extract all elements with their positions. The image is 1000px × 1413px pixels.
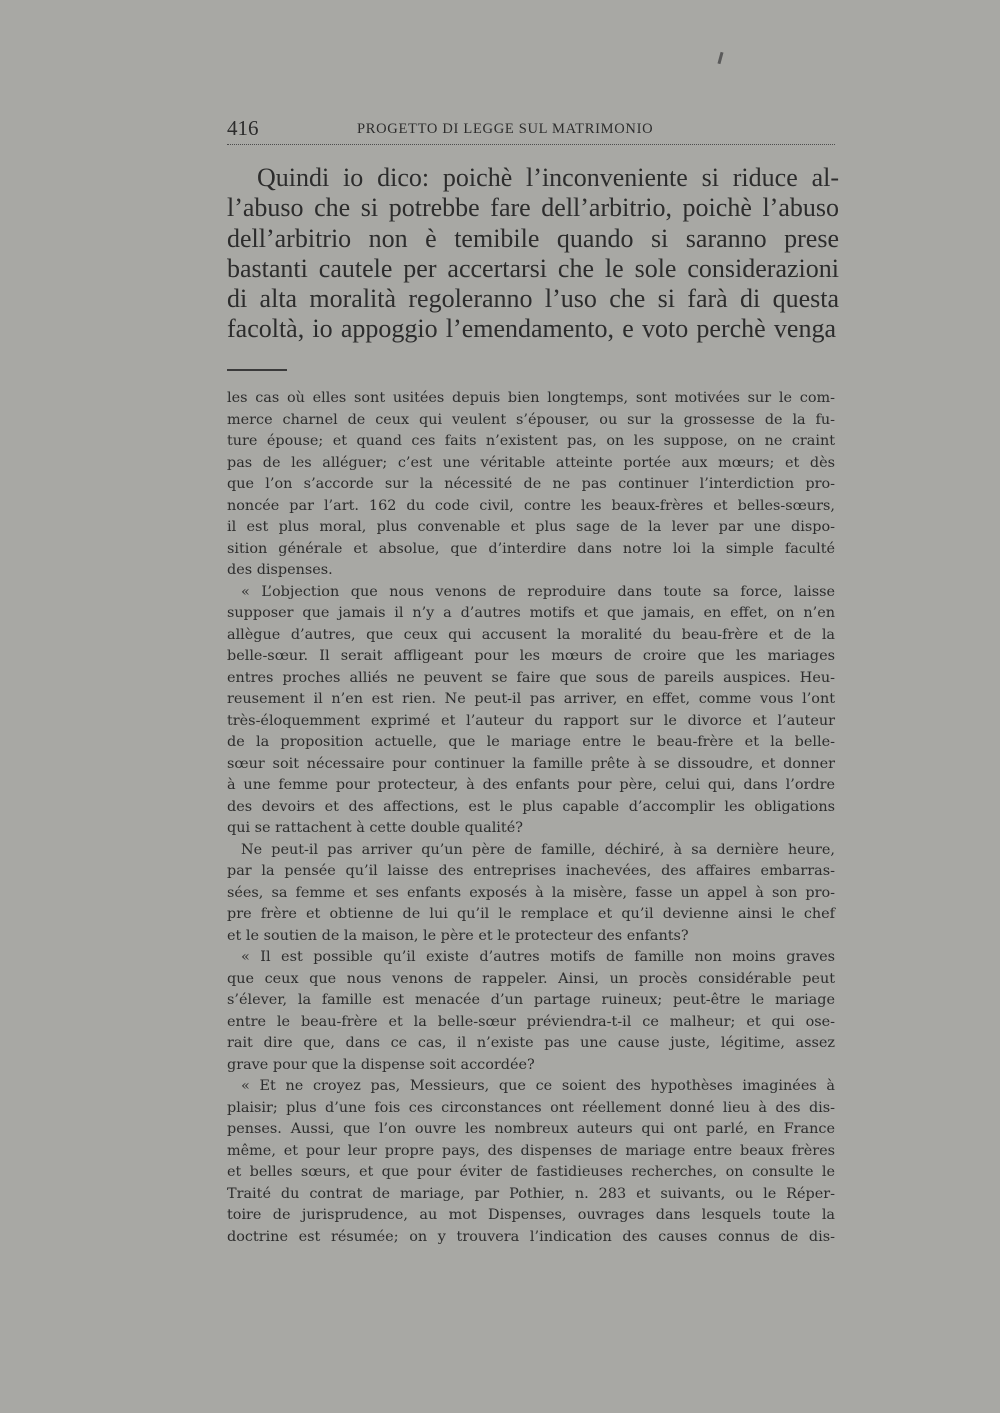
footnote-line: qui se rattachent à cette double qualité? — [227, 820, 523, 836]
footnote-line: toire de jurisprudence, au mot Dispenses, ouvrages dans lesquels toute la — [227, 1207, 835, 1223]
footnote-line: des dispenses. — [227, 562, 333, 578]
header-dotted-rule — [227, 144, 835, 145]
footnote-line: pre frère et obtienne de lui qu’il le remplace et qu’il devienne ainsi le chef — [227, 906, 835, 922]
footnote-line: grave pour que la dispense soit accordée? — [227, 1056, 535, 1073]
footnote-line: doctrine est résumée; on y trouvera l’indication des causes connus de dis- — [227, 1228, 835, 1245]
footnote-line: et le soutien de la maison, le père et le protecteur des enfants? — [227, 927, 689, 944]
footnote-line: par la pensée qu’il laisse des entreprises inachevées, des affaires embarras- — [227, 863, 835, 879]
main-paragraph — [227, 163, 839, 345]
main-text-line: l’abuso che si potrebbe fare dell’arbitrio, poichè l’abuso — [227, 193, 839, 223]
footnote-line: « Il est possible qu’il existe d’autres motifs de famille non moins graves — [241, 949, 835, 965]
footnote-line: noncée par l’art. 162 du code civil, contre les beaux-frères et belles-sœurs, — [227, 497, 835, 514]
footnote-block — [227, 388, 835, 1248]
footnote-line: et belles sœurs, et que pour éviter de fastidieuses recherches, on consulte le — [227, 1164, 835, 1180]
footnote-line: très-éloquemment exprimé et l’auteur du rapport sur le divorce et l’auteur — [227, 712, 835, 729]
main-text-line: bastanti cautele per accertarsi che le sole considerazioni — [227, 253, 839, 283]
page-number: 416 — [227, 116, 259, 140]
footnote-line: les cas où elles sont usitées depuis bien longtemps, sont motivées sur le com- — [227, 390, 835, 406]
footnote-line: sées, sa femme et ses enfants exposés à la misère, fasse un appel à son pro- — [227, 884, 835, 901]
footnote-line: pas de les alléguer; c’est une véritable atteinte portée aux mœurs; et dès — [227, 454, 835, 471]
footnote-line: même, et pour leur propre pays, des dispenses de mariage entre beaux frères — [227, 1142, 835, 1159]
footnote-line: entre le beau-frère et la belle-sœur préviendra-t-il ce malheur; et qui ose- — [227, 1013, 835, 1030]
footnote-line: merce charnel de ceux qui veulent s’épouser, ou sur la grossesse de la fu- — [227, 411, 835, 428]
main-text-line: di alta moralità regoleranno l’uso che si farà di questa — [227, 284, 839, 314]
footnote-line: « L’objection que nous venons de reproduire dans toute sa force, laisse — [241, 583, 835, 600]
footnote-line: à une femme pour protecteur, à des enfants pour père, celui qui, dans l’ordre — [227, 777, 835, 793]
footnote-line: que l’on s’accorde sur la nécessité de ne pas continuer l’interdiction pro- — [227, 476, 835, 492]
footnote-line: supposer que jamais il n’y a d’autres motifs et que jamais, en effet, on n’en — [227, 605, 835, 621]
footnote-line: ture épouse; et quand ces faits n’existent pas, on les suppose, on ne craint — [227, 433, 835, 449]
footnote-line: Traité du contrat de mariage, par Pothier, n. 283 et suivants, ou le Réper- — [227, 1185, 835, 1202]
footnote-separator — [227, 369, 287, 371]
running-title: PROGETTO DI LEGGE SUL MATRIMONIO — [357, 121, 654, 137]
footnote-line: il est plus moral, plus convenable et plus sage de la lever par une dispo- — [227, 519, 835, 535]
main-text-line: dell’arbitrio non è temibile quando si saranno prese — [227, 223, 839, 253]
footnote-line: allègue d’autres, que ceux qui accusent la moralité du beau-frère et de la — [227, 626, 835, 643]
footnote-line: rait dire que, dans ce cas, il n’existe pas une cause juste, légitime, assez — [227, 1035, 835, 1051]
stray-ink-mark — [717, 52, 723, 64]
main-text-line: Quindi io dico: poichè l’inconveniente si riduce al- — [257, 163, 839, 192]
footnote-line: entres proches alliés ne peuvent se faire que sous de pareils auspices. Heu- — [227, 669, 835, 686]
page-header — [227, 116, 835, 146]
footnote-line: Ne peut-il pas arriver qu’un père de famille, déchiré, à sa dernière heure, — [241, 841, 835, 858]
footnote-line: penses. Aussi, que l’on ouvre les nombreux auteurs qui ont parlé, en France — [227, 1121, 835, 1137]
footnote-line: reusement il n’en est rien. Ne peut-il pas arriver, en effet, comme vous l’ont — [227, 691, 835, 707]
footnote-line: des devoirs et des affections, est le plus capable d’accomplir les obligations — [227, 798, 835, 815]
footnote-line: « Et ne croyez pas, Messieurs, que ce soient des hypothèses imaginées à — [241, 1078, 835, 1094]
footnote-line: sition générale et absolue, que d’interdire dans notre loi la simple faculté — [227, 540, 835, 557]
main-text-line: facoltà, io appoggio l’emendamento, e voto perchè venga — [227, 314, 836, 344]
footnote-line: belle-sœur. Il serait affligeant pour les mœurs de croire que les mariages — [227, 648, 835, 664]
footnote-line: s’élever, la famille est menacée d’un partage ruineux; peut-être le mariage — [227, 992, 835, 1008]
footnote-line: de la proposition actuelle, que le mariage entre le beau-frère et la belle- — [227, 734, 835, 750]
footnote-line: que ceux que nous venons de rappeler. Ainsi, un procès considérable peut — [227, 970, 835, 987]
footnote-line: plaisir; plus d’une fois ces circonstances ont réellement donné lieu à des dis- — [227, 1099, 835, 1116]
footnote-line: sœur soit nécessaire pour continuer la famille prête à se dissoudre, et donner — [227, 755, 835, 772]
